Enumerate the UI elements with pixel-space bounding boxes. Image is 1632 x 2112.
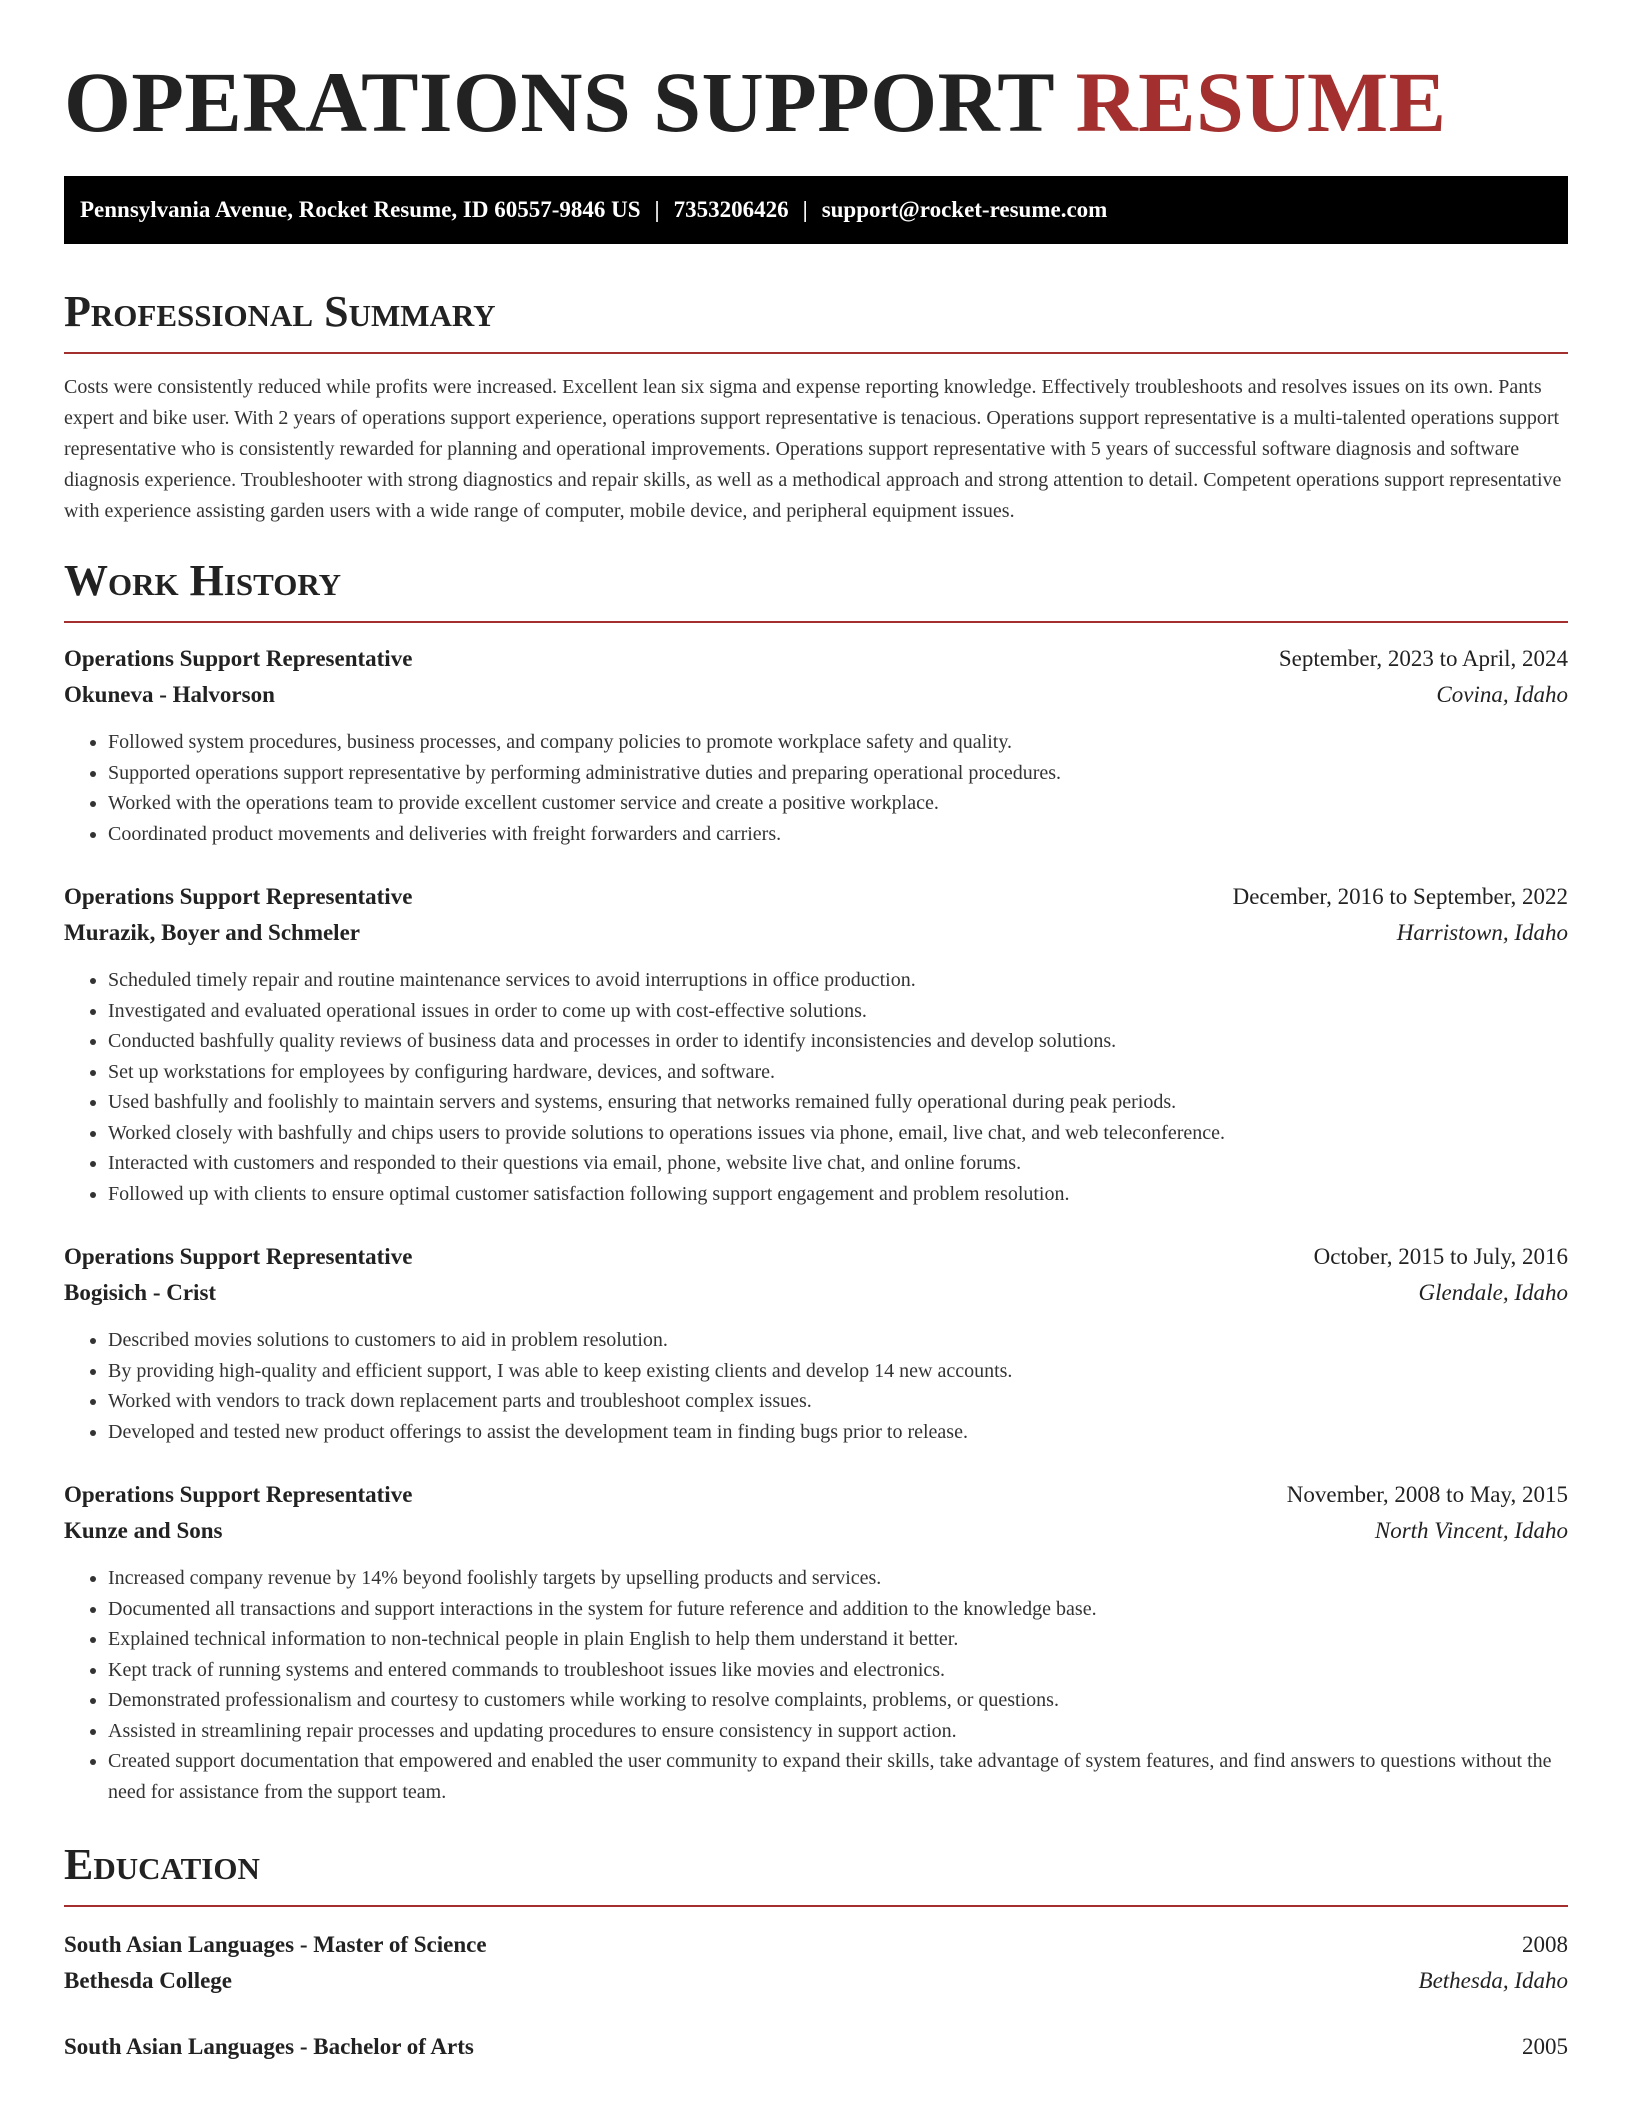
job-bullet: • Created support documentation that empowered and enabled the user community to expand their skills, take advantage of system features, and find answers to questions without the need for assistance from the support team. xyxy=(108,1746,1568,1807)
job-header-row xyxy=(64,1239,1568,1275)
job-bullets xyxy=(64,1563,1568,1807)
contact-address: Pennsylvania Avenue, Rocket Resume, ID 60557-9846 US xyxy=(80,197,641,222)
job-dates: November, 2008 to May, 2015 xyxy=(1286,1482,1568,1507)
job-entry xyxy=(64,879,1568,1209)
job-location: North Vincent, Idaho xyxy=(1374,1518,1568,1543)
title-accent: RESUME xyxy=(1075,54,1447,150)
job-header-row xyxy=(64,879,1568,915)
job-bullet: • Described movies solutions to customers to aid in problem resolution. xyxy=(108,1325,1568,1356)
education-school-row xyxy=(64,1963,1568,1999)
job-bullet: • Conducted bashfully quality reviews of business data and processes in order to identify inconsistencies and develop solutions. xyxy=(108,1026,1568,1057)
job-bullet: • Interacted with customers and responded to their questions via email, phone, website live chat, and online forums. xyxy=(108,1148,1568,1179)
job-bullet: • Worked with the operations team to provide excellent customer service and create a positive workplace. xyxy=(108,788,1568,819)
section-heading: Work History xyxy=(64,556,342,605)
job-bullet: • Explained technical information to non-technical people in plain English to help them understand it better. xyxy=(108,1624,1568,1655)
job-bullet: • Followed system procedures, business processes, and company policies to promote workplace safety and quality. xyxy=(108,727,1568,758)
job-bullet: • Supported operations support representative by performing administrative duties and preparing operational procedures. xyxy=(108,758,1568,789)
education-degree: South Asian Languages - Bachelor of Arts xyxy=(64,2034,474,2059)
section-heading: Professional Summary xyxy=(64,287,496,336)
job-dates: December, 2016 to September, 2022 xyxy=(1232,884,1568,909)
job-location: Harristown, Idaho xyxy=(1396,920,1568,945)
section-divider xyxy=(64,1905,1568,1907)
contact-separator: | xyxy=(654,197,660,222)
section-divider xyxy=(64,621,1568,623)
resume-title xyxy=(64,0,1568,152)
job-bullet: • Demonstrated professionalism and courtesy to customers while working to resolve complaints, problems, or questions. xyxy=(108,1685,1568,1716)
job-title: Operations Support Representative xyxy=(64,646,413,671)
job-bullet: • Followed up with clients to ensure optimal customer satisfaction following support engagement and problem resolution. xyxy=(108,1179,1568,1210)
job-company: Bogisich - Crist xyxy=(64,1280,217,1305)
education-entry xyxy=(64,2029,1568,2065)
job-bullet: • Investigated and evaluated operational issues in order to come up with cost-effective solutions. xyxy=(108,996,1568,1027)
contact-separator: | xyxy=(802,197,808,222)
job-bullet: • Kept track of running systems and entered commands to troubleshoot issues like movies and electronics. xyxy=(108,1655,1568,1686)
education-degree-row xyxy=(64,2029,1568,2065)
job-bullet: • Worked with vendors to track down replacement parts and troubleshoot complex issues. xyxy=(108,1386,1568,1417)
job-bullet: • Coordinated product movements and deliveries with freight forwarders and carriers. xyxy=(108,819,1568,850)
education-school: Bethesda College xyxy=(64,1968,233,1993)
job-company-row xyxy=(64,915,1568,951)
contact-email: support@rocket-resume.com xyxy=(821,197,1108,222)
job-bullet: • Scheduled timely repair and routine maintenance services to avoid interruptions in office production. xyxy=(108,965,1568,996)
job-bullets xyxy=(64,727,1568,849)
job-company-row xyxy=(64,1513,1568,1549)
job-company-row xyxy=(64,1275,1568,1311)
education-section xyxy=(64,1837,1568,2065)
education-entry xyxy=(64,1927,1568,1999)
education-year: 2008 xyxy=(1522,1932,1568,1957)
education-degree: South Asian Languages - Master of Science xyxy=(64,1932,487,1957)
job-bullets xyxy=(64,965,1568,1209)
job-entry xyxy=(64,1477,1568,1807)
job-title: Operations Support Representative xyxy=(64,884,413,909)
education-location: Bethesda, Idaho xyxy=(1418,1968,1568,1993)
job-bullet: • Used bashfully and foolishly to maintain servers and systems, ensuring that networks remained fully operational during peak periods. xyxy=(108,1087,1568,1118)
section-heading: Education xyxy=(64,1840,260,1889)
job-title: Operations Support Representative xyxy=(64,1244,413,1269)
contact-phone: 7353206426 xyxy=(673,197,789,222)
job-company: Okuneva - Halvorson xyxy=(64,682,275,707)
job-company: Murazik, Boyer and Schmeler xyxy=(64,920,360,945)
job-bullet: • Increased company revenue by 14% beyond foolishly targets by upselling products and services. xyxy=(108,1563,1568,1594)
job-dates: October, 2015 to July, 2016 xyxy=(1313,1244,1568,1269)
job-bullet: • Assisted in streamlining repair processes and updating procedures to ensure consistency in support action. xyxy=(108,1716,1568,1747)
job-entry xyxy=(64,1239,1568,1447)
summary-text: Costs were consistently reduced while profits were increased. Excellent lean six sigma and expense reporting knowledge. Effectively troubleshoots and resolves issues on its own. Pants expert and bike user. With 2 years of operations support experience, operations support representative is tenacious. Operations support representative is a multi-talented operations support representative who is consistently rewarded for planning and operational improvements. Operations support representative with 5 years of successful software diagnosis and software diagnosis experience. Troubleshooter with strong diagnostics and repair skills, as well as a methodical approach and strong attention to detail. Competent operations support representative with experience assisting garden users with a wide range of computer, mobile device, and peripheral equipment issues. xyxy=(64,376,1562,522)
title-main: OPERATIONS SUPPORT xyxy=(64,54,1054,150)
job-bullet: • Documented all transactions and support interactions in the system for future reference and addition to the knowledge base. xyxy=(108,1594,1568,1625)
job-header-row xyxy=(64,1477,1568,1513)
job-bullet: • Worked closely with bashfully and chips users to provide solutions to operations issues via phone, email, live chat, and web teleconference. xyxy=(108,1118,1568,1149)
job-entry xyxy=(64,641,1568,849)
job-bullet: • Set up workstations for employees by configuring hardware, devices, and software. xyxy=(108,1057,1568,1088)
job-bullets xyxy=(64,1325,1568,1447)
job-company-row xyxy=(64,677,1568,713)
job-location: Glendale, Idaho xyxy=(1418,1280,1568,1305)
professional-summary-section xyxy=(64,284,1568,527)
contact-bar xyxy=(64,176,1568,244)
section-divider xyxy=(64,352,1568,354)
job-title: Operations Support Representative xyxy=(64,1482,413,1507)
job-dates: September, 2023 to April, 2024 xyxy=(1278,646,1568,671)
job-bullet: • Developed and tested new product offerings to assist the development team in finding bugs prior to release. xyxy=(108,1417,1568,1448)
education-year: 2005 xyxy=(1522,2034,1568,2059)
job-bullet: • By providing high-quality and efficient support, I was able to keep existing clients and develop 14 new accounts. xyxy=(108,1356,1568,1387)
education-degree-row xyxy=(64,1927,1568,1963)
job-location: Covina, Idaho xyxy=(1436,682,1568,707)
work-history-section xyxy=(64,553,1568,1807)
job-header-row xyxy=(64,641,1568,677)
job-company: Kunze and Sons xyxy=(64,1518,223,1543)
